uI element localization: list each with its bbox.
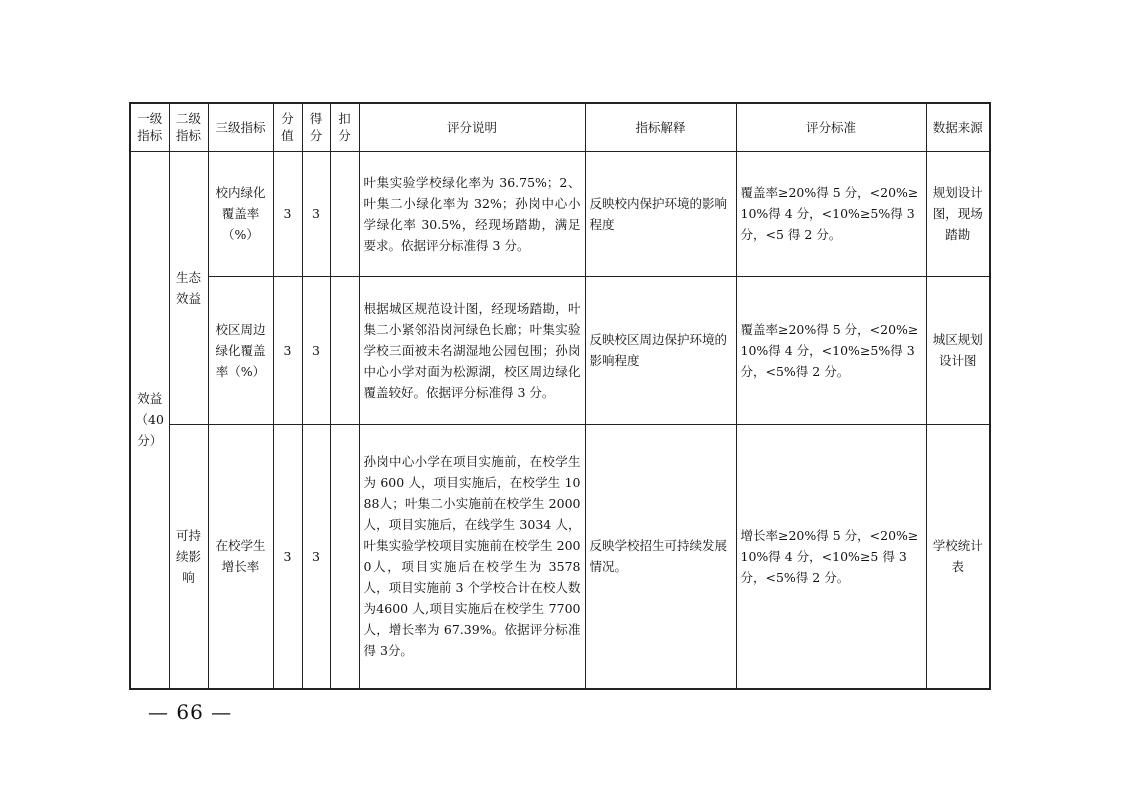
header-criteria: 评分标准 (736, 103, 926, 151)
table-row (130, 276, 990, 424)
header-data-source: 数据来源 (926, 103, 990, 151)
level2-cell-ecology: 生态效益 (169, 151, 208, 424)
evaluation-table-wrapper (129, 102, 989, 690)
table-row (130, 151, 990, 276)
indicator-meaning-cell: 反映校区周边保护环境的影响程度 (585, 276, 736, 424)
explanation-cell: 根据城区规范设计图，经现场踏勘，叶集二小紧邻沿岗河绿色长廊；叶集实验学校三面被未名湖湿地公园包围；孙岗中心小学对面为松源湖，校区周边绿化覆盖较好。依据评分标准得 3 分。 (359, 276, 585, 424)
score-got-cell: 3 (302, 276, 330, 424)
header-score-deduct: 扣分 (330, 103, 359, 151)
data-source-cell: 学校统计表 (926, 424, 990, 689)
score-deduct-cell (330, 276, 359, 424)
score-value-cell: 3 (273, 151, 302, 276)
header-row (130, 103, 990, 151)
explanation-cell: 叶集实验学校绿化率为 36.75%；2、叶集二小绿化率为 32%；孙岗中心小学绿化率 30.5%，经现场踏勘，满足要求。依据评分标准得 3 分。 (359, 151, 585, 276)
data-source-cell: 城区规划设计图 (926, 276, 990, 424)
header-score-value: 分值 (273, 103, 302, 151)
indicator-meaning-cell: 反映学校招生可持续发展情况。 (585, 424, 736, 689)
score-got-cell: 3 (302, 424, 330, 689)
header-explanation: 评分说明 (359, 103, 585, 151)
level3-cell: 校内绿化覆盖率（%） (208, 151, 273, 276)
criteria-cell: 增长率≥20%得 5 分，<20%≥10%得 4 分，<10%≥5 得 3 分，<5%得 2 分。 (736, 424, 926, 689)
level3-cell: 校区周边绿化覆盖率（%） (208, 276, 273, 424)
header-score-got: 得分 (302, 103, 330, 151)
data-source-cell: 规划设计图，现场踏勘 (926, 151, 990, 276)
header-level1: 一级指标 (130, 103, 169, 151)
score-value-cell: 3 (273, 424, 302, 689)
header-level3: 三级指标 (208, 103, 273, 151)
score-deduct-cell (330, 424, 359, 689)
score-got-cell: 3 (302, 151, 330, 276)
header-level2: 二级指标 (169, 103, 208, 151)
level3-cell: 在校学生增长率 (208, 424, 273, 689)
score-value-cell: 3 (273, 276, 302, 424)
page-number: — 66 — (148, 700, 233, 724)
level1-cell: 效益（40分） (130, 151, 169, 689)
criteria-cell: 覆盖率≥20%得 5 分，<20%≥10%得 4 分，<10%≥5%得 3 分，<5%得 2 分。 (736, 276, 926, 424)
evaluation-table (129, 102, 991, 690)
indicator-meaning-cell: 反映校内保护环境的影响程度 (585, 151, 736, 276)
header-indicator-meaning: 指标解释 (585, 103, 736, 151)
score-deduct-cell (330, 151, 359, 276)
explanation-cell: 孙岗中心小学在项目实施前，在校学生为 600 人，项目实施后，在校学生 1088人；叶集二小实施前在校学生 2000 人，项目实施后，在线学生 3034 人，叶集实验学校项目实施前在校学生 2000人，项目实施后在校学生为 3578 人，项目实施前 3 个学校合计在校人数为4600 人,项目实施后在校学生 7700 人，增长率为 67.39%。依据评分标准得 3分。 (359, 424, 585, 689)
criteria-cell: 覆盖率≥20%得 5 分，<20%≥10%得 4 分，<10%≥5%得 3 分，<5 得 2 分。 (736, 151, 926, 276)
level2-cell-sustainability: 可持续影响 (169, 424, 208, 689)
table-row (130, 424, 990, 689)
